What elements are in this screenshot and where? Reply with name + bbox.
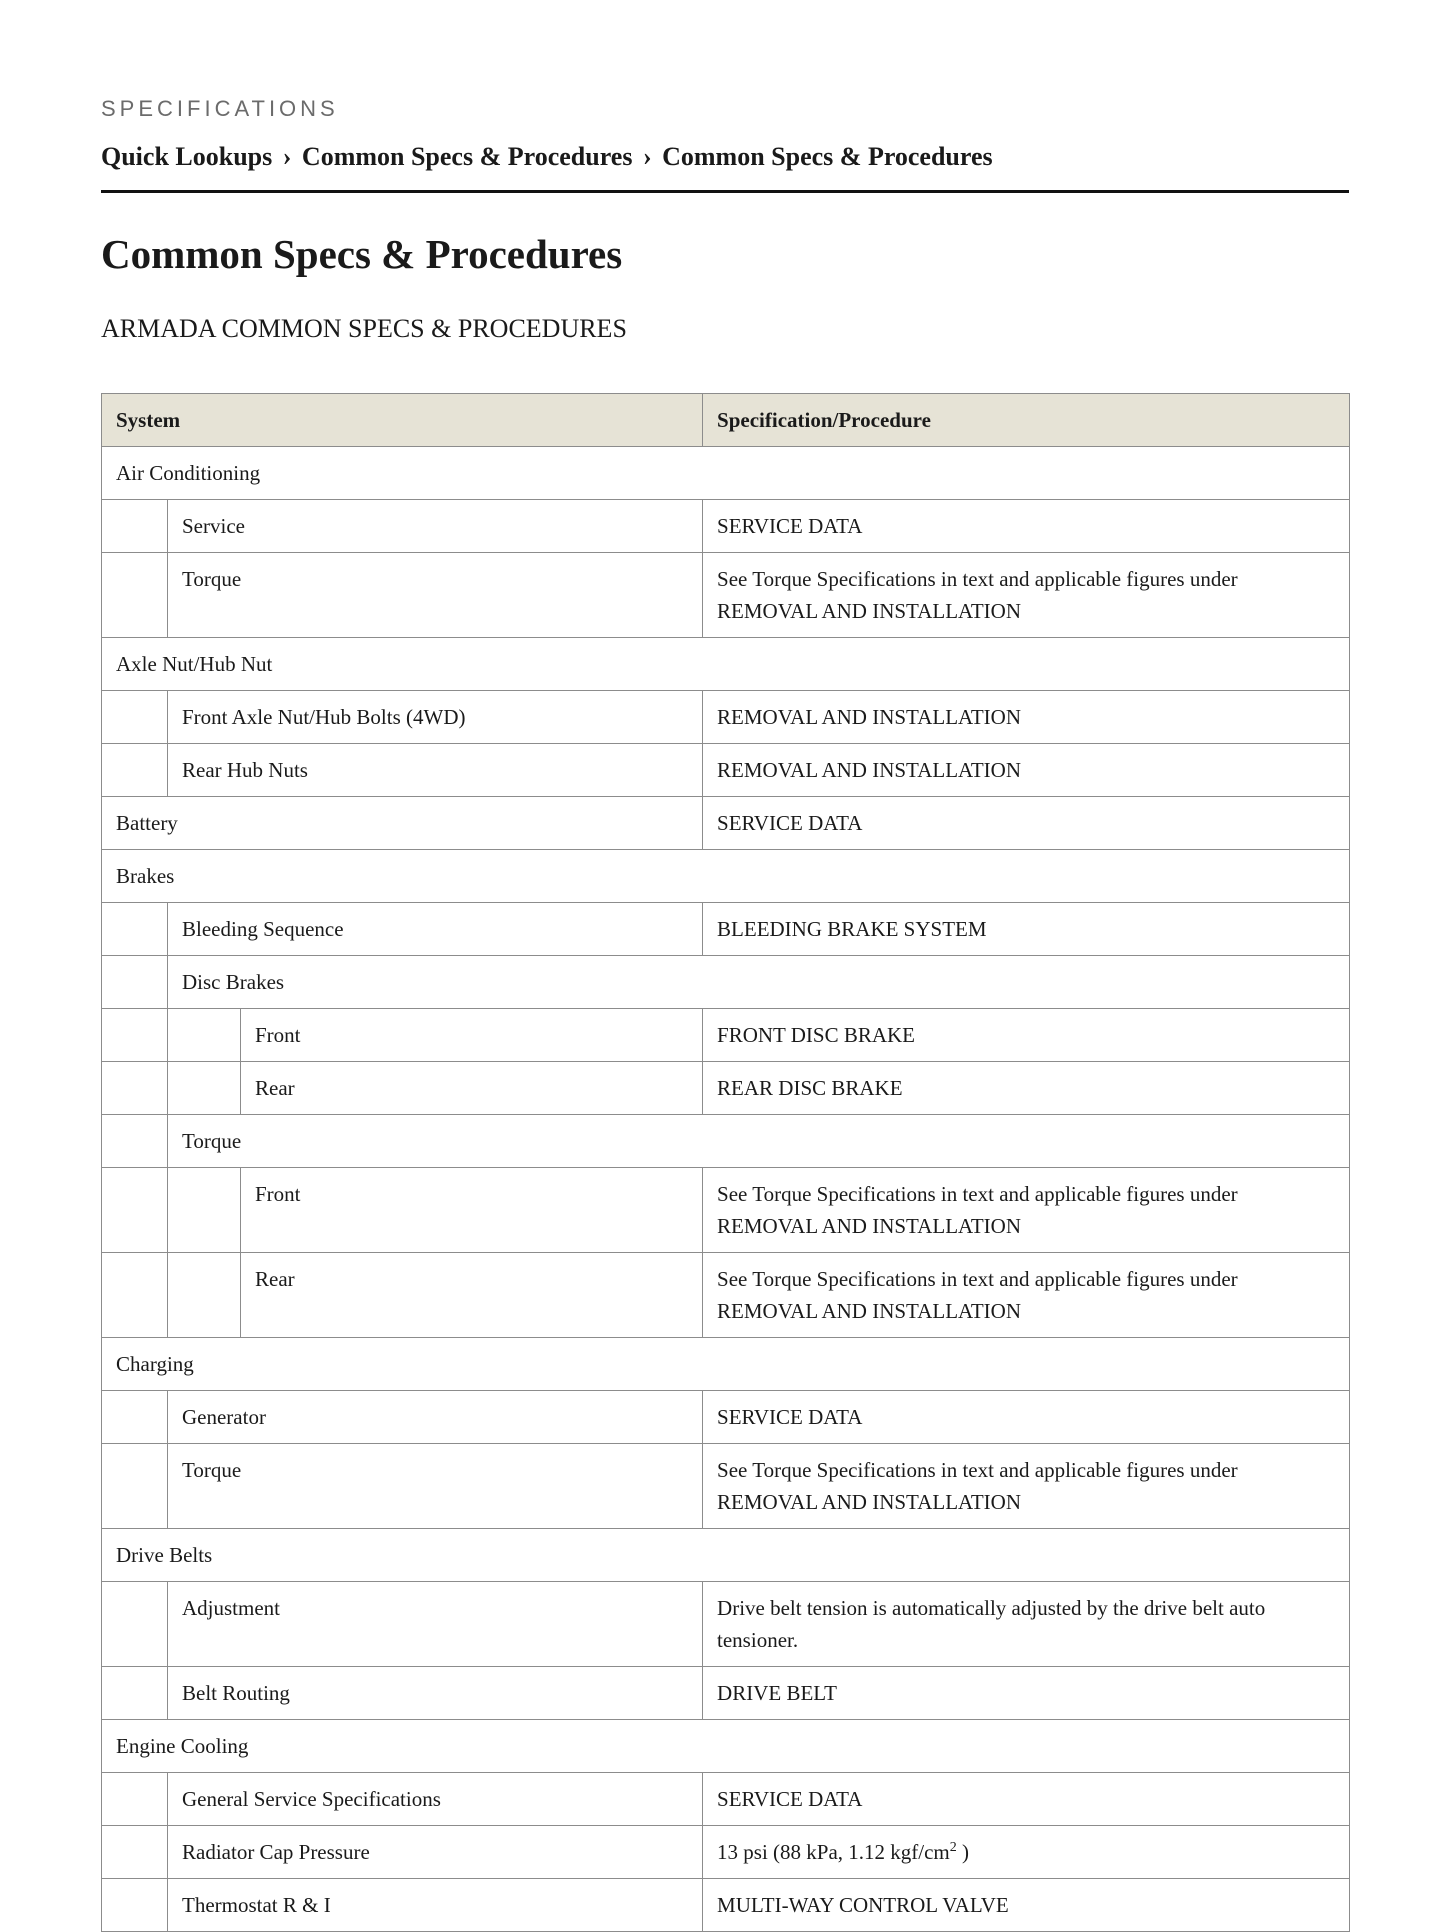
specification-cell: SERVICE DATA bbox=[703, 500, 1350, 553]
indent-cell bbox=[102, 1582, 168, 1667]
breadcrumb-separator: › bbox=[642, 142, 652, 171]
system-cell: Belt Routing bbox=[168, 1667, 703, 1720]
system-cell: General Service Specifications bbox=[168, 1773, 703, 1826]
system-cell: Drive Belts bbox=[102, 1529, 1350, 1582]
specification-cell: REAR DISC BRAKE bbox=[703, 1062, 1350, 1115]
table-row bbox=[102, 1253, 1350, 1338]
indent-cell bbox=[102, 1826, 168, 1879]
table-row bbox=[102, 1667, 1350, 1720]
indent-cell bbox=[102, 1115, 168, 1168]
system-cell: Charging bbox=[102, 1338, 1350, 1391]
breadcrumb-item-quick-lookups[interactable]: Quick Lookups bbox=[101, 142, 273, 171]
table-row bbox=[102, 447, 1350, 500]
specification-cell: See Torque Specifications in text and applicable figures under REMOVAL AND INSTALLATION bbox=[703, 1253, 1350, 1338]
specification-cell: FRONT DISC BRAKE bbox=[703, 1009, 1350, 1062]
system-cell: Rear bbox=[241, 1253, 703, 1338]
breadcrumb bbox=[101, 141, 1349, 193]
indent-cell bbox=[102, 1773, 168, 1826]
table-row bbox=[102, 1391, 1350, 1444]
indent-cell bbox=[102, 1391, 168, 1444]
indent-cell bbox=[102, 553, 168, 638]
spec-text: 13 psi (88 kPa, 1.12 kgf/cm bbox=[717, 1840, 950, 1864]
system-cell: Axle Nut/Hub Nut bbox=[102, 638, 1350, 691]
header-system: System bbox=[102, 394, 703, 447]
system-cell: Front Axle Nut/Hub Bolts (4WD) bbox=[168, 691, 703, 744]
system-cell: Thermostat R & I bbox=[168, 1879, 703, 1932]
indent-cell bbox=[102, 500, 168, 553]
spec-text-tail: ) bbox=[956, 1840, 970, 1864]
indent-cell bbox=[168, 1062, 241, 1115]
system-cell: Bleeding Sequence bbox=[168, 903, 703, 956]
indent-cell bbox=[102, 1168, 168, 1253]
specification-cell: SERVICE DATA bbox=[703, 1773, 1350, 1826]
system-cell: Front bbox=[241, 1009, 703, 1062]
table-row bbox=[102, 903, 1350, 956]
table-row bbox=[102, 1009, 1350, 1062]
system-cell: Front bbox=[241, 1168, 703, 1253]
indent-cell bbox=[168, 1009, 241, 1062]
specification-cell: REMOVAL AND INSTALLATION bbox=[703, 744, 1350, 797]
indent-cell bbox=[102, 691, 168, 744]
system-cell: Engine Cooling bbox=[102, 1720, 1350, 1773]
table-row bbox=[102, 1338, 1350, 1391]
table-row bbox=[102, 1529, 1350, 1582]
table-row bbox=[102, 500, 1350, 553]
indent-cell bbox=[168, 1253, 241, 1338]
table-row bbox=[102, 1062, 1350, 1115]
system-cell: Air Conditioning bbox=[102, 447, 1350, 500]
header-specification: Specification/Procedure bbox=[703, 394, 1350, 447]
table-row bbox=[102, 744, 1350, 797]
specification-cell: See Torque Specifications in text and applicable figures under REMOVAL AND INSTALLATION bbox=[703, 1444, 1350, 1529]
specification-cell: See Torque Specifications in text and applicable figures under REMOVAL AND INSTALLATION bbox=[703, 553, 1350, 638]
system-cell: Rear Hub Nuts bbox=[168, 744, 703, 797]
system-cell: Disc Brakes bbox=[168, 956, 1350, 1009]
table-row bbox=[102, 1115, 1350, 1168]
indent-cell bbox=[102, 1062, 168, 1115]
table-row bbox=[102, 1879, 1350, 1932]
system-cell: Torque bbox=[168, 553, 703, 638]
system-cell: Radiator Cap Pressure bbox=[168, 1826, 703, 1879]
specification-cell: DRIVE BELT bbox=[703, 1667, 1350, 1720]
table-row bbox=[102, 1444, 1350, 1529]
specification-cell: REMOVAL AND INSTALLATION bbox=[703, 691, 1350, 744]
indent-cell bbox=[102, 1879, 168, 1932]
table-row bbox=[102, 1826, 1350, 1879]
table-row bbox=[102, 638, 1350, 691]
system-cell: Torque bbox=[168, 1444, 703, 1529]
spec-superscript: 2 bbox=[949, 1840, 957, 1855]
table-row bbox=[102, 1168, 1350, 1253]
indent-cell bbox=[102, 1667, 168, 1720]
page-title: Common Specs & Procedures bbox=[101, 231, 623, 277]
table-row bbox=[102, 797, 1350, 850]
specification-cell: BLEEDING BRAKE SYSTEM bbox=[703, 903, 1350, 956]
indent-cell bbox=[168, 1168, 241, 1253]
system-cell: Service bbox=[168, 500, 703, 553]
specs-table-body bbox=[102, 447, 1350, 1932]
table-row bbox=[102, 1720, 1350, 1773]
specification-cell: See Torque Specifications in text and applicable figures under REMOVAL AND INSTALLATION bbox=[703, 1168, 1350, 1253]
table-row bbox=[102, 1773, 1350, 1826]
breadcrumb-separator: › bbox=[282, 142, 292, 171]
breadcrumb-item-current: Common Specs & Procedures bbox=[662, 142, 993, 171]
table-row bbox=[102, 553, 1350, 638]
specification-cell: Drive belt tension is automatically adjusted by the drive belt auto tensioner. bbox=[703, 1582, 1350, 1667]
indent-cell bbox=[102, 956, 168, 1009]
document-page bbox=[101, 96, 1349, 1932]
page-subtitle: ARMADA COMMON SPECS & PROCEDURES bbox=[101, 314, 627, 343]
table-row bbox=[102, 956, 1350, 1009]
indent-cell bbox=[102, 1444, 168, 1529]
indent-cell bbox=[102, 1009, 168, 1062]
system-cell: Brakes bbox=[102, 850, 1350, 903]
indent-cell bbox=[102, 744, 168, 797]
table-row bbox=[102, 691, 1350, 744]
system-cell: Generator bbox=[168, 1391, 703, 1444]
section-kicker: SPECIFICATIONS bbox=[101, 96, 339, 121]
specification-cell: SERVICE DATA bbox=[703, 797, 1350, 850]
system-cell: Battery bbox=[102, 797, 703, 850]
specs-table bbox=[101, 393, 1350, 1932]
specification-cell: SERVICE DATA bbox=[703, 1391, 1350, 1444]
specification-cell bbox=[703, 1826, 1350, 1879]
table-header-row bbox=[102, 394, 1350, 447]
system-cell: Rear bbox=[241, 1062, 703, 1115]
table-row bbox=[102, 850, 1350, 903]
breadcrumb-item-common-specs[interactable]: Common Specs & Procedures bbox=[301, 142, 633, 171]
table-row bbox=[102, 1582, 1350, 1667]
indent-cell bbox=[102, 903, 168, 956]
specification-cell: MULTI-WAY CONTROL VALVE bbox=[703, 1879, 1350, 1932]
indent-cell bbox=[102, 1253, 168, 1338]
system-cell: Torque bbox=[168, 1115, 1350, 1168]
system-cell: Adjustment bbox=[168, 1582, 703, 1667]
